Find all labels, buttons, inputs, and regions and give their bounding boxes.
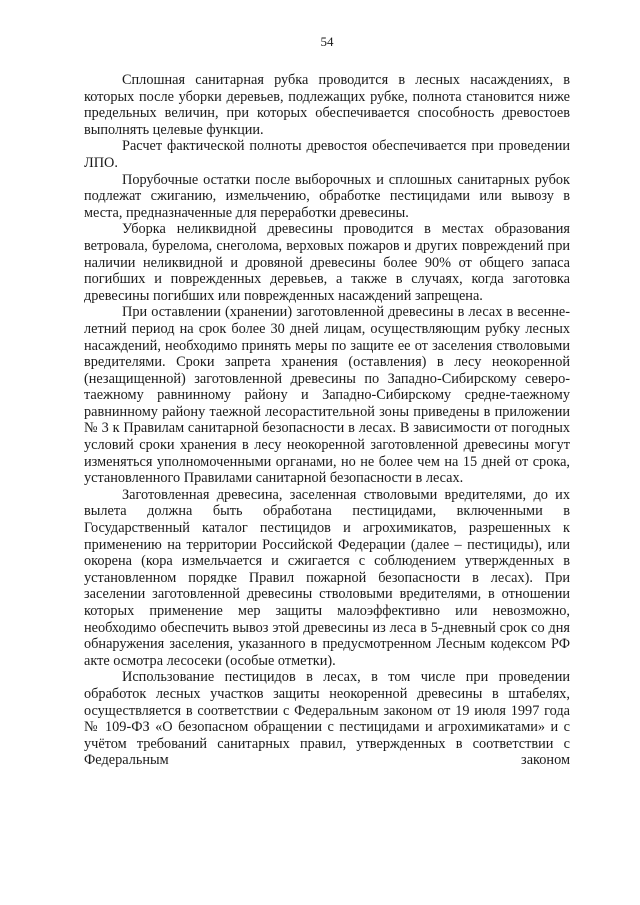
paragraph-infested-wood: Заготовленная древесина, заселенная стволовыми вредителями, до их вылета должна быть обработана пестицидами, включенными в Государственный каталог пестицидов и агрохимикатов, разрешенных к применению на территории Российской Федерации (далее – пестициды), или окорена (кора измельчается и сжигается с соблюдением утвержденных в установленном порядке Правил пожарной безопасности в лесах). При заселении заготовленной древесины стволовыми вредителями, в отношении которых применение мер защиты малоэффективно или невозможно, необходимо обеспечить вывоз этой древесины из леса в 5-дневный срок со дня обнаружения заселения, указанного в предусмотренном Лесным кодексом РФ акте осмотра лесосеки (особые отметки). [84, 486, 570, 669]
paragraph-pesticide-use: Использование пестицидов в лесах, в том числе при проведении обработок лесных участков защиты неокоренной древесины в штабелях, осуществляется в соответствии с Федеральным законом от 19 июля 1997 года № 109-ФЗ «О безопасном обращении с пестицидами и агрохимикатами» и с учётом требований санитарных правил, утвержденных в соответствии с Федеральным законом [84, 669, 570, 769]
paragraph-illiquid-wood: Уборка неликвидной древесины проводится в местах образования ветровала, бурелома, снеголома, верховых пожаров и других повреждений при наличии неликвидной и дровяной древесины более 90% от общего запаса погибших и поврежденных деревьев, а также в случаях, когда заготовка древесины погибших или поврежденных насаждений запрещена. [84, 221, 570, 304]
page-number: 54 [320, 34, 334, 49]
paragraph-wood-storage: При оставлении (хранении) заготовленной древесины в лесах в весенне-летний период на срок более 30 дней лицам, осуществляющим рубку лесных насаждений, необходимо принять меры по защите ее от заселения стволовыми вредителями. Сроки запрета хранения (оставления) в лесу неокоренной (незащищенной) заготовленной древесины по Западно-Сибирскому северо-таежному равнинному району и Западно-Сибирскому средне-таежному равнинному району таежной лесорастительной зоны приведены в приложении № 3 к Правилам санитарной безопасности в лесах. В зависимости от погодных условий сроки хранения в лесу неокоренной заготовленной древесины могут изменяться уполномоченными органами, но не более чем на 15 дней от срока, установленного Правилами санитарной безопасности в лесах. [84, 304, 570, 487]
paragraph-clear-cut: Сплошная санитарная рубка проводится в лесных насаждениях, в которых после уборки деревьев, подлежащих рубке, полнота становится ниже предельных величин, при которых обеспечивается способность древостоев выполнять целевые функции. [84, 72, 570, 138]
paragraph-density-calc: Расчет фактической полноты древостоя обеспечивается при проведении ЛПО. [84, 138, 570, 171]
paragraph-logging-residues: Порубочные остатки после выборочных и сплошных санитарных рубок подлежат сжиганию, измельчению, обработке пестицидами или вывозу в места, предназначенные для переработки древесины. [84, 171, 570, 221]
